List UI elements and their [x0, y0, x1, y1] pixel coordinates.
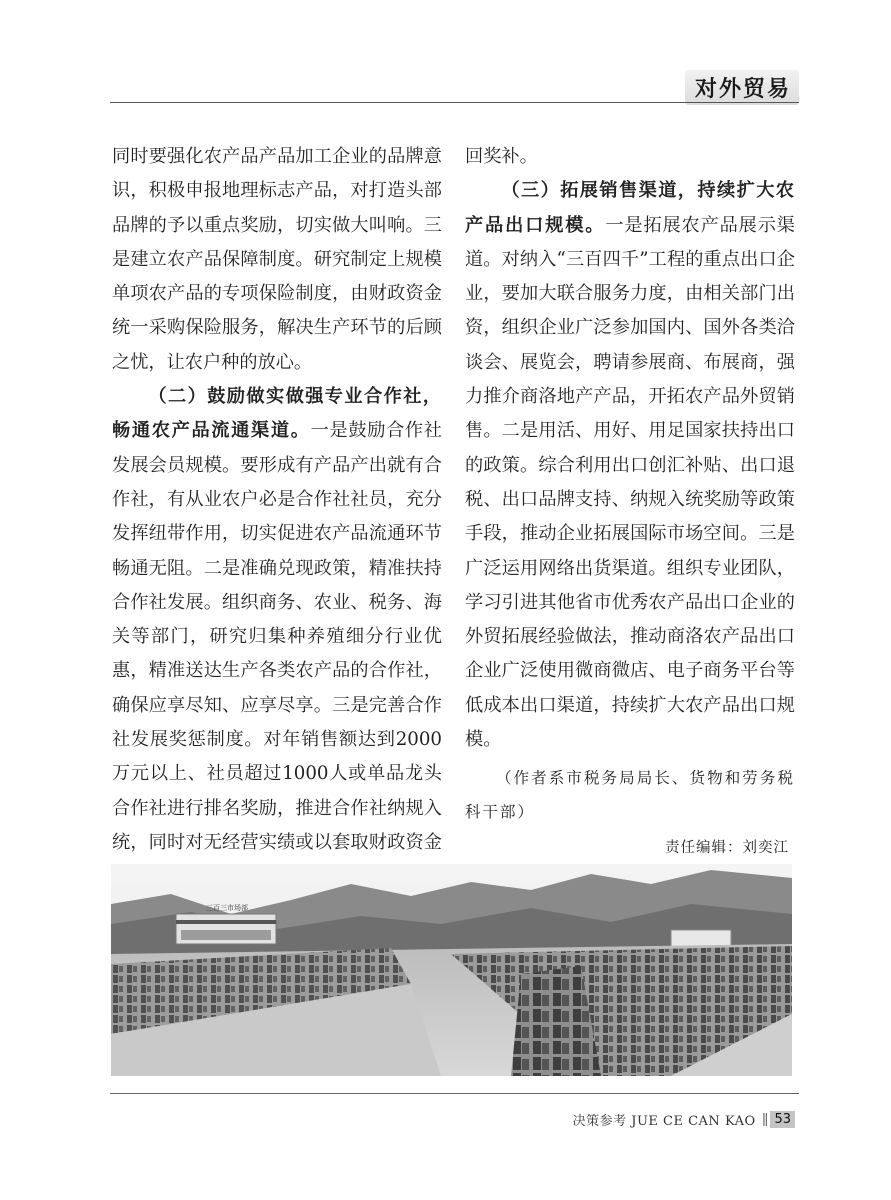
author-note: （作者系市税务局局长、货物和劳务税科干部）	[465, 769, 795, 822]
paragraph-cooperatives-body: 一是鼓励合作社发展会员规模。要形成有产品产出就有合作社，有从业农户必是合作社社员，充分发挥纽带作用，切实促进农产品流通环节畅通无阻。二是准确兑现政策，精准扶持合作社发展。组织商务、农业、税务、海关等部门，研究归集种养殖细分行业优惠，精准送达生产各类农产品的合作社，确保应享尽知、应享尽享。三是完善合作社发展奖惩制度。对年销售额达到2000万元以上、社员超过1000人或单品龙头合作社进行排名奖励，推进合作社纳规入统，同时对无经营实绩或以套取财政资金	[112, 420, 442, 853]
right-column	[465, 140, 795, 863]
subheading-sales-channels: （三）拓展销售渠道，持续扩大农产品出口规模。	[465, 180, 795, 236]
header-rule	[110, 102, 799, 103]
photo-building-windows	[181, 930, 271, 940]
paragraph-sales-channels-body: 一是拓展农产品展示渠道。对纳入“三百四千”工程的重点出口企业，要加大联合服务力度，由相关部门出资，组织企业广泛参加国内、国外各类洽谈会、展览会，聘请参展商、布展商，强力推介商洛地产产品，开拓农产品外贸销售。二是用活、用好、用足国家扶持出口的政策。综合利用出口创汇补贴、出口退税、出口品牌支持、纳规入统奖励等政策手段，推动企业拓展国际市场空间。三是广泛运用网络出货渠道。组织专业团队，学习引进其他省市优秀农产品出口企业的外贸拓展经验做法，推动商洛农产品出口企业广泛使用微商微店、电子商务平台等低成本出口渠道，持续扩大农产品出口规模。	[465, 214, 795, 751]
paragraph-brand-insurance: 同时要强化农产品产品加工企业的品牌意识，积极申报地理标志产品，对打造头部品牌的予以重点奖励，切实做大叫响。三是建立农产品保障制度。研究制定上规模单项农产品的专项保险制度，由财政资金统一采购保险服务，解决生产环节的后顾之忧，让农户种的放心。	[112, 146, 442, 373]
footer-separator: ||	[761, 1112, 767, 1127]
section-title: 对外贸易	[685, 70, 799, 105]
photo-sign: 三百三市场部	[206, 904, 248, 912]
footer	[573, 1110, 795, 1129]
page-number: 53	[770, 1111, 795, 1128]
subheading-cooperatives: （二）鼓励做实做强专业合作社，畅通农产品流通渠道。	[112, 386, 442, 442]
photo-building-band	[176, 920, 276, 924]
paragraph-cooperatives	[112, 380, 442, 894]
paragraph-continued: 回奖补。	[465, 146, 538, 167]
mushroom-farm-photo-icon	[111, 864, 792, 1076]
editor-credit: 责任编辑：刘奕江	[665, 840, 789, 857]
left-column	[112, 140, 442, 895]
magazine-name: 决策参考 JUE CE CAN KAO	[572, 1114, 756, 1129]
footer-rule	[110, 1093, 799, 1094]
paragraph-sales-channels	[465, 174, 795, 757]
